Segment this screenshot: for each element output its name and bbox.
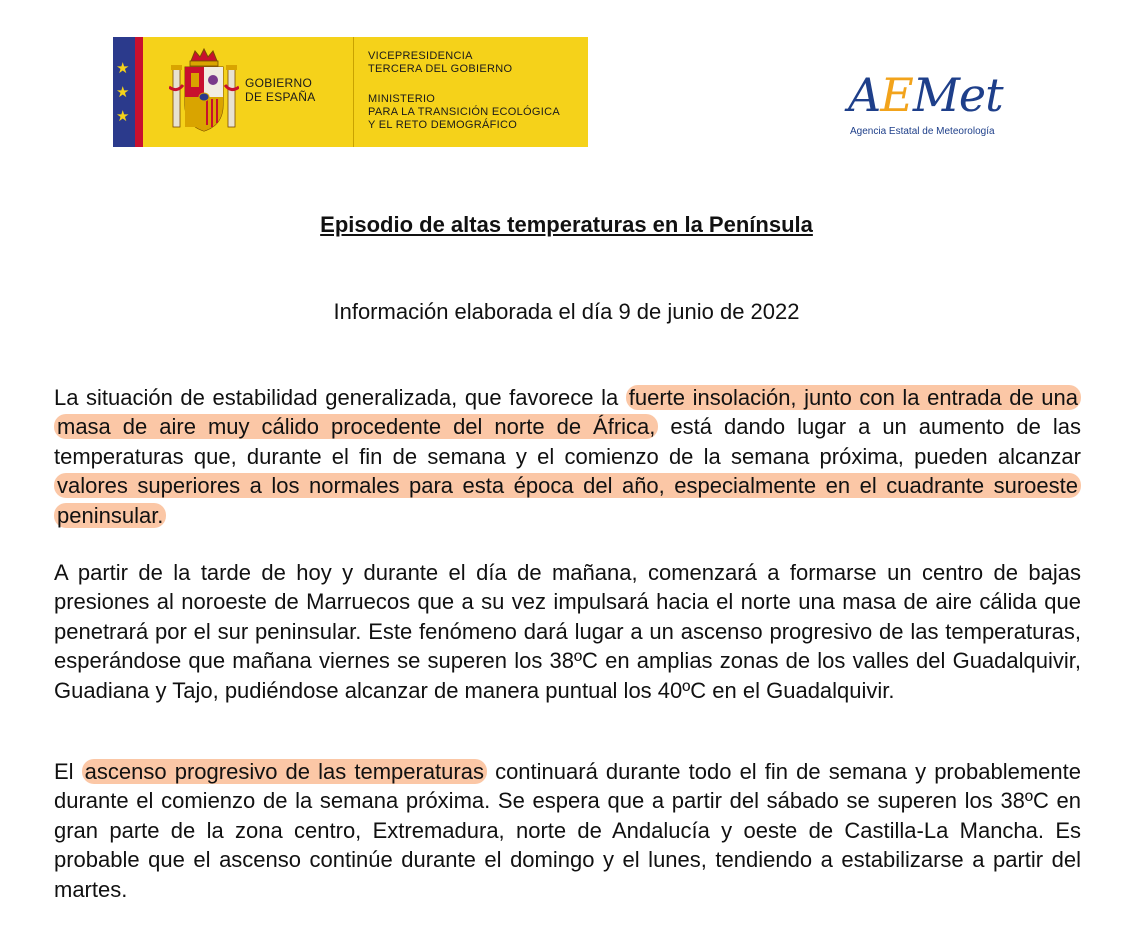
flag-yellow-stripe: [143, 37, 155, 147]
highlighted-text: ascenso progresivo de las temperaturas: [82, 759, 487, 784]
paragraph-1: [54, 383, 1081, 530]
aemet-wordmark: [848, 70, 1003, 120]
document-date-line: Información elaborada el día 9 de junio de 2022: [333, 299, 800, 324]
dept-line: VICEPRESIDENCIA: [368, 50, 473, 62]
dept-line: PARA LA TRANSICIÓN ECOLÓGICA: [368, 106, 560, 118]
aemet-letter-e: E: [880, 68, 913, 122]
paragraph-3: [54, 757, 1081, 904]
eu-flag-stars: [113, 37, 135, 147]
aemet-letter-a: A: [848, 68, 881, 122]
government-name: [245, 37, 335, 147]
eu-spain-flag-strip: [113, 37, 155, 147]
paragraph-text: está dando lugar a un aumento de las temperaturas que, durante el fin de semana y el comienzo de la semana próxima, pueden alcanzar: [54, 414, 1081, 469]
logo-divider: [353, 37, 354, 147]
dept-line: Y EL RETO DEMOGRÁFICO: [368, 119, 518, 131]
document-title: Episodio de altas temperaturas en la Península: [320, 212, 813, 237]
aemet-letters-met: Met: [912, 68, 1003, 122]
dept-line: MINISTERIO: [368, 93, 436, 105]
star-icon: ★: [116, 59, 130, 77]
dept-line: TERCERA DEL GOBIERNO: [368, 63, 513, 75]
paragraph-text: El: [54, 759, 82, 784]
paragraph-text: continuará durante todo el fin de semana y probablemente durante el comienzo de la semana próxima. Se espera que a partir del sábado se superen los 38ºC en gran parte de la zona centro, Extremadura, norte de Andalucía y oeste de Castilla-La Mancha. Es probable que el ascenso continúe durante el domingo y el lunes, tendiendo a estabilizarse a partir del martes.: [54, 759, 1081, 902]
aemet-logo: [846, 70, 1006, 140]
gov-name-line: GOBIERNO: [245, 76, 313, 90]
aemet-subtitle: Agencia Estatal de Meteorología: [850, 126, 995, 137]
ministry-names: [368, 37, 560, 147]
highlighted-text: fuerte insolación, junto con la entrada de una masa de aire muy cálido procedente del norte de África,: [54, 385, 1081, 439]
paragraph-text: La situación de estabilidad generalizada, que favorece la: [54, 385, 626, 410]
flag-red-stripe: [135, 37, 143, 147]
highlighted-text: valores superiores a los normales para esta época del año, especialmente en el cuadrante suroeste peninsular.: [54, 473, 1081, 527]
government-logo: [113, 37, 588, 147]
star-icon: ★: [116, 107, 130, 125]
gov-name-line: DE ESPAÑA: [245, 90, 316, 104]
paragraph-2: A partir de la tarde de hoy y durante el día de mañana, comenzará a formarse un centro de bajas presiones al noroeste de Marruecos que a su vez impulsará hacia el norte una masa de aire cálida que penetrará por el sur peninsular. Este fenómeno dará lugar a un ascenso progresivo de las temperaturas, esperándose que mañana viernes se superen los 38ºC en amplias zonas de los valles del Guadalquivir, Guadiana y Tajo, pudiéndose alcanzar de manera puntual los 40ºC en el Guadalquivir.: [54, 560, 1081, 703]
coat-of-arms-icon: [155, 37, 245, 147]
star-icon: ★: [116, 83, 130, 101]
